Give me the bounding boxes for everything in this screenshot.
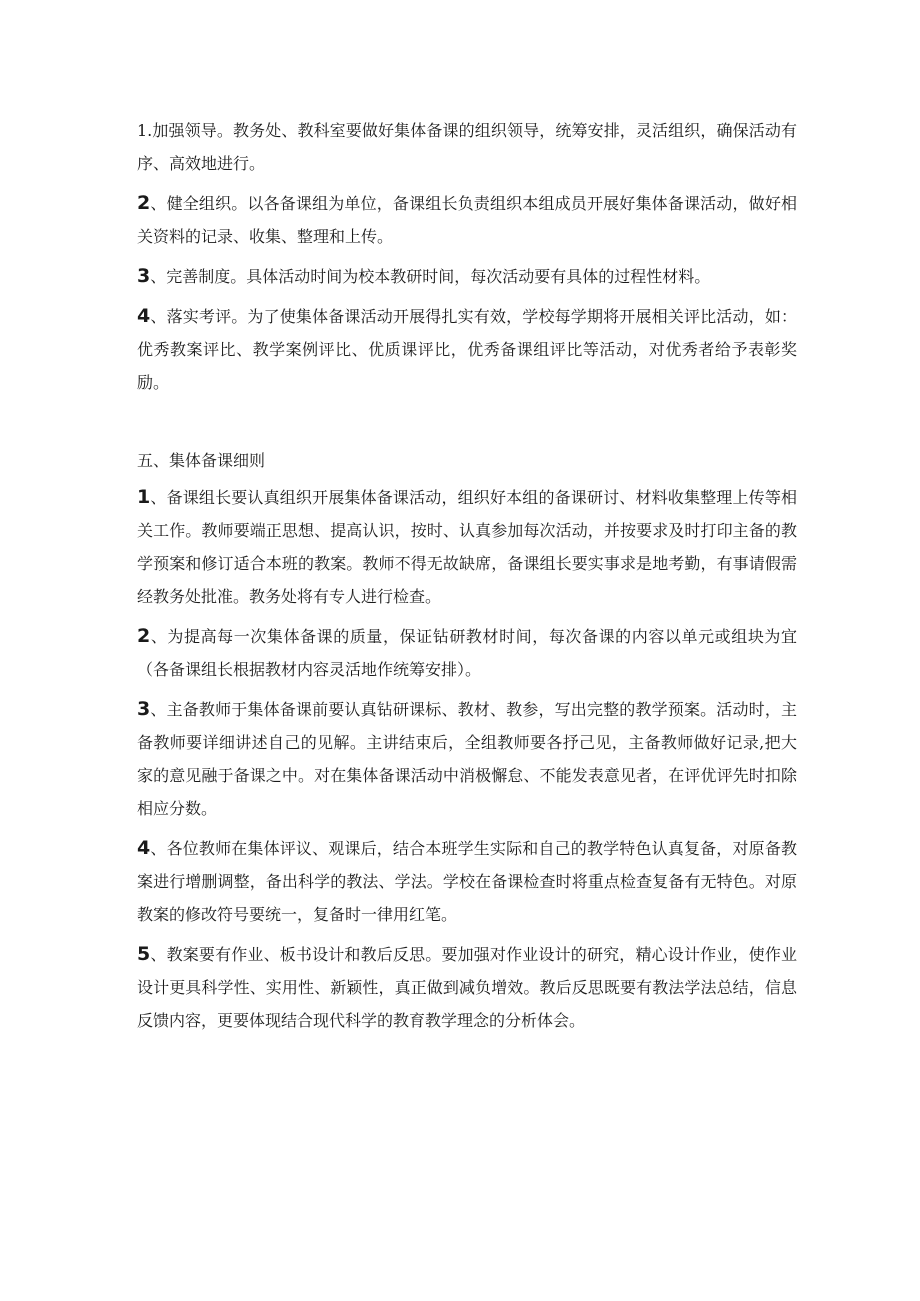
paragraph-4-3 [137,260,797,293]
item-text: 、为提高每一次集体备课的质量，保证钻研教材时间，每次备课的内容以单元或组块为宜（各备课组长根据教材内容灵活地作统筹安排）。 [137,627,797,679]
item-text: 、各位教师在集体评议、观课后，结合本班学生实际和自己的教学特色认真复备，对原备教案进行增删调整，备出科学的教法、学法。学校在备课检查时将重点检查复备有无特色。对原教案的修改符号要统一，复备时一律用红笔。 [137,839,797,924]
document-page [137,114,797,1044]
item-text: 、备课组长要认真组织开展集体备课活动，组织好本组的备课研讨、材料收集整理上传等相关工作。教师要端正思想、提高认识，按时、认真参加每次活动，并按要求及时打印主备的教学预案和修订适合本班的教案。教师不得无故缺席，备课组长要实事求是地考勤，有事请假需经教务处批准。教务处将有专人进行检查。 [137,488,797,606]
paragraph-4-4 [137,300,797,399]
paragraph-4-2 [137,187,797,253]
item-number: 5 [137,943,151,965]
item-text: 、教案要有作业、板书设计和教后反思。要加强对作业设计的研究，精心设计作业，使作业设计更具科学性、实用性、新颖性，真正做到减负增效。教后反思既要有教法学法总结，信息反馈内容，更要体现结合现代科学的教育教学理念的分析体会。 [137,945,797,1030]
paragraph-5-3 [137,693,797,825]
paragraph-4-1 [137,114,797,180]
item-text: 、落实考评。为了使集体备课活动开展得扎实有效，学校每学期将开展相关评比活动，如：优秀教案评比、教学案例评比、优质课评比，优秀备课组评比等活动，对优秀者给予表彰奖励。 [137,307,797,392]
item-number: 3 [137,698,151,720]
item-number: 4 [137,305,151,327]
item-text: 、完善制度。具体活动时间为校本教研时间，每次活动要有具体的过程性材料。 [150,267,711,286]
item-number: 3 [137,265,151,287]
paragraph-5-1 [137,481,797,613]
paragraph-5-4 [137,832,797,931]
item-number: 2 [137,192,151,214]
item-text: 、主备教师于集体备课前要认真钻研课标、教材、教参，写出完整的教学预案。活动时，主备教师要详细讲述自己的见解。主讲结束后，全组教师要各抒己见，主备教师做好记录,把大家的意见融于备课之中。对在集体备课活动中消极懈怠、不能发表意见者，在评优评先时扣除相应分数。 [137,700,797,818]
paragraph-5-2 [137,620,797,686]
item-text: 、健全组织。以各备课组为单位，备课组长负责组织本组成员开展好集体备课活动，做好相关资料的记录、收集、整理和上传。 [137,194,797,246]
item-number: 1 [137,486,151,508]
item-number: 4 [137,837,151,859]
paragraph-5-5 [137,938,797,1037]
item-number: 1. [137,121,153,140]
section-title: 五、集体备课细则 [137,451,266,470]
item-number: 2 [137,625,151,647]
item-text: 加强领导。教务处、教科室要做好集体备课的组织领导，统筹安排，灵活组织，确保活动有序、高效地进行。 [137,121,797,173]
